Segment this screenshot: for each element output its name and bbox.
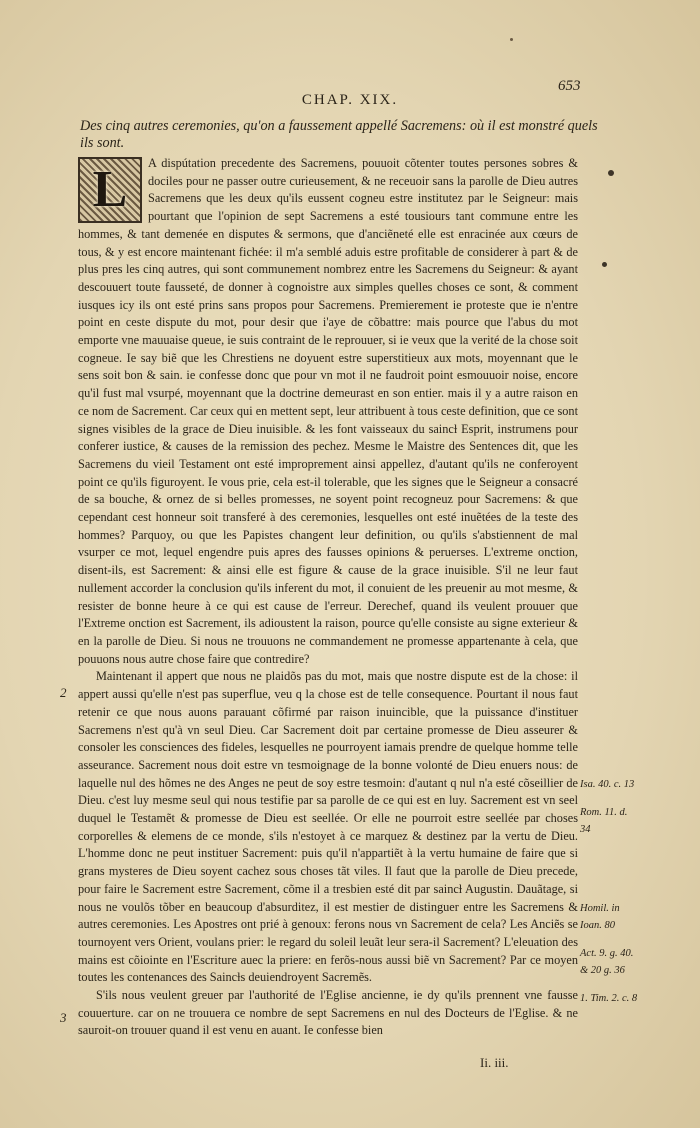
chapter-subtitle: Des cinq autres ceremonies, qu'on a faussement appellé Sacremens: où il est monstré quels ils sont.	[80, 118, 598, 151]
decorated-initial: L	[78, 157, 142, 223]
ink-blot	[602, 262, 607, 267]
paragraph-number: 3	[60, 1010, 67, 1025]
margin-note: Isa. 40. c. 13	[580, 779, 635, 790]
margin-note: Rom. 11. d. 34	[580, 807, 628, 835]
body-text	[78, 155, 578, 1040]
ink-speck	[510, 38, 513, 41]
catchword: Ii. iii.	[480, 1055, 509, 1070]
page-number: 653	[558, 78, 581, 94]
chapter-heading: CHAP. XIX.	[301, 92, 399, 108]
paragraph-2: Maintenant il appert que nous ne plaidõs pas du mot, mais que nostre dispute est de la chose: il appert aussi qu'elle n'est pas superflue, veu q la chose est de telle consequence. Pourtant il nous faut retenir ce que nous auons parauant cõfirmé par raison inuincible, que la puissance d'instituer Sacremens n'est qu'à vn seul Dieu. Car Sacrement doit par certaine promesse de Dieu asseurer & consoler les consciences des fideles, lesquelles ne pourroyent iamais prendre de quelque homme telle asseurance. Sacrement nous doit estre vn tesmoignage de la bonne volonté de Dieu enuers nous: de laquelle nul des hõmes ne des Anges ne peut de soy estre tesmoin: d'autant q nul n'a esté cõseillier de Dieu. c'est luy mesme seul qui nous testifie par sa parolle de ce qui est en luy. Sacrement est vn seel duquel le Testamẽt & promesse de Dieu est seellée. Or elle ne pourroit estre seellée par choses corporelles & elemens de ce monde, s'ils n'estoyet à ce marquez & destinez par la vertu de Dieu. L'homme donc ne peut instituer Sacrement: puis qu'il n'appartiẽt à la vertu humaine de faire que si grans mysteres de Dieu soyent cachez sous choses tãt viles. Il faut que la parolle de Dieu precede, pour faire le Sacrement estre Sacrement, cõme il a tresbien esté dit par saincɫ Augustin. Dauãtage, si nous ne voulõs tõber en beaucoup d'absurditez, il est mestier de distinguer entre les Sacremens & autres ceremonies. Les Apostres ont prié à genoux: ferons nous vn Sacrement de cela? Les Anciẽs se tournoyent vers Orient, voulans prier: le regard du soleil leuãt leur sera-il Sacrement? L'eleuation des mains est cõiointe en l'Escriture auec la priere: en ferõs-nous aussi biẽ vn Sacrement? Par ce moyen toutes les contenances des Saincɫs deuiendroyent Sacremẽs.	[78, 669, 578, 985]
paragraph-1: L A dispútation precedente des Sacremens, pouuoit cõtenter toutes persones sobres & dociles pour ne passer outre curieusement, & ne receuoir sans la parolle de Dieu autres Sacremens que les deux qu'ils eussent cogneu estre institutez par le Seigneur: mais pourtant que l'opinion de sept Sacremens a esté tousiours tant commune entre les hommes, & tant demenée en disputes & sermons, que d'anciẽneté elle est enracinée aux cœurs de tous, & y est encore maintenant fichée: il m'a semblé aduis estre profitable de considerer à part & de plus pres les cinq autres, qui sont communement nombrez entre les Sacremens du Seigneur: & ayant descouuert toute fausseté, de donner à cognoistre aux simples quelles choses ce sont, & comment iusques icy ils ont esté prins sans propos pour Sacremens. Premierement ie proteste que ie n'entre point en ceste dispute du mot, pour desir que i'aye de cõbattre: mais pource que l'abus du mot emporte vne mauuaise queue, ie suis contraint de le reprouuer, si ie veux que la verité de la chose soit cogneue. Ie say biẽ que les Chrestiens ne doyuent estre superstitieux aux mots, moyennant que le sens soit bon & sain. ie confesse donc que pour vn mot il ne faudroit point esmouuoir noise, encore qu'il fust mal vsurpé, moyennant que la doctrine demeurast en son entier. mais il y a autre raison en ce nom de Sacrement. Car ceux qui en mettent sept, leur attribuent à tous ceste definition, que ce sont signes visibles de la grace de Dieu inuisible. & les font vaisseaux du saincɫ Esprit, instrumens pour conferer iustice, & causes de la remission des pechez. Mesme le Maistre des Sentences dit, que les Sacremens du vieil Testament ont esté improprement ainsi appellez, d'autant qu'ils ne conferoyent point ce qu'ils figuroyent. Ie vous prie, cela est-il tolerable, que les signes que le Seigneur a consacré de sa bouche, & ornez de si belles promesses, ne soyent point recogneuz pour Sacremens: & que cependant cest honneur soit transferé à des ceremonies, lesquelles ont esté inuẽtées de la teste des hommes? Parquoy, ou que les Papistes changent leur definition, ou qu'ils s'abstiennent de mal vsurper ce mot, lequel engendre puis apres des fausses opinions & peruerses. L'extreme onction, disent-ils, est Sacrement: & ainsi elle est figure & cause de la grace inuisible. S'il ne leur faut nullement accorder la conclusion qu'ils inferent du mot, il conuient de les preuenir au mot mesme, & resister de bonne heure à ce qui est cause de l'erreur. Derechef, quand ils veulent prouuer que l'Extreme onction est Sacrement, ils adioustent la raison, pource qu'elle consiste au signe exterieur & en la parolle de Dieu. Si nous ne trouuons ne commandement ne promesse appartenante à cela, que pouuons nous autre chose faire que contredire?	[78, 156, 578, 666]
paragraph-3: S'ils nous veulent greuer par l'authorité de l'Eglise ancienne, ie dy qu'ils prennent vne fausse couuerture. car on ne trouuera ce nombre de sept Sacremens en nul des Docteurs de l'Eglise. & ne sauroit-on trouuer quand il est venu en auant. Ie confesse bien	[78, 988, 578, 1038]
margin-note: 1. Tim. 2. c. 8	[580, 993, 638, 1004]
margin-note: Act. 9. g. 40. & 20 g. 36	[580, 948, 634, 976]
ink-blot	[608, 170, 614, 176]
margin-notes	[580, 776, 640, 1018]
paragraph-number: 2	[60, 685, 67, 700]
margin-note: Homil. in Ioan. 80	[580, 903, 620, 931]
